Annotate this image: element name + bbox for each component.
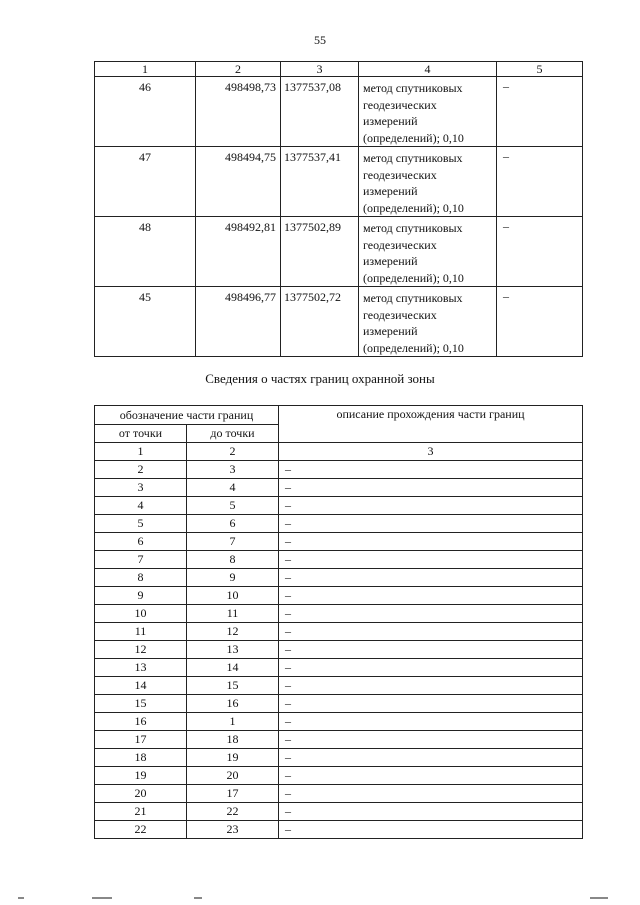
col-number: 3: [279, 443, 583, 461]
table-row: [95, 551, 583, 569]
boundary-parts-table: [94, 405, 583, 839]
table-row: [95, 803, 583, 821]
description-cell: –: [279, 605, 583, 623]
from-point-cell: 6: [95, 533, 187, 551]
table-row: [95, 77, 583, 147]
description-cell: –: [279, 515, 583, 533]
method-line: (определений); 0,10: [363, 270, 464, 285]
point-number-cell: 48: [95, 217, 196, 287]
from-point-cell: 12: [95, 641, 187, 659]
description-cell: –: [279, 695, 583, 713]
table-row: [95, 821, 583, 839]
y-coordinate-cell: 1377537,08: [281, 77, 359, 147]
from-point-cell: 8: [95, 569, 187, 587]
table-row: [95, 641, 583, 659]
table-row: [95, 147, 583, 217]
from-point-cell: 9: [95, 587, 187, 605]
method-line: (определений); 0,10: [363, 130, 464, 145]
col-number: 2: [187, 443, 279, 461]
method-line: измерений: [363, 254, 418, 268]
description-cell: –: [279, 803, 583, 821]
note-cell: –: [497, 147, 583, 217]
parts-header-row: [95, 406, 583, 425]
table-row: [95, 695, 583, 713]
table-row: [95, 533, 583, 551]
to-point-cell: 4: [187, 479, 279, 497]
table-row: [95, 461, 583, 479]
method-cell: [359, 147, 497, 217]
table-row: [95, 677, 583, 695]
from-point-cell: 19: [95, 767, 187, 785]
from-point-cell: 3: [95, 479, 187, 497]
to-point-cell: 15: [187, 677, 279, 695]
description-cell: –: [279, 785, 583, 803]
table-row: [95, 587, 583, 605]
description-cell: –: [279, 623, 583, 641]
method-line: (определений); 0,10: [363, 340, 464, 355]
y-coordinate-cell: 1377537,41: [281, 147, 359, 217]
x-coordinate-cell: 498494,75: [196, 147, 281, 217]
method-line: измерений: [363, 114, 418, 128]
method-line: метод спутниковых: [363, 81, 463, 95]
col-header: 2: [196, 62, 281, 77]
description-cell: –: [279, 551, 583, 569]
table-row: [95, 659, 583, 677]
page-number: 55: [314, 33, 326, 47]
from-point-cell: 20: [95, 785, 187, 803]
to-point-cell: 1: [187, 713, 279, 731]
method-line: измерений: [363, 324, 418, 338]
parts-number-row: [95, 443, 583, 461]
from-point-cell: 14: [95, 677, 187, 695]
method-cell: [359, 287, 497, 357]
method-cell: [359, 217, 497, 287]
parts-caption: Сведения о частях границ охранной зоны: [205, 371, 435, 386]
from-point-cell: 21: [95, 803, 187, 821]
to-point-cell: 3: [187, 461, 279, 479]
description-cell: –: [279, 821, 583, 839]
to-point-cell: 12: [187, 623, 279, 641]
to-point-cell: 17: [187, 785, 279, 803]
to-point-cell: 5: [187, 497, 279, 515]
to-point-cell: 13: [187, 641, 279, 659]
from-point-cell: 15: [95, 695, 187, 713]
method-cell: [359, 77, 497, 147]
to-point-cell: 20: [187, 767, 279, 785]
method-line: геодезических: [363, 307, 437, 322]
to-point-cell: 6: [187, 515, 279, 533]
description-cell: –: [279, 731, 583, 749]
to-point-cell: 11: [187, 605, 279, 623]
description-cell: –: [279, 713, 583, 731]
table-row: [95, 217, 583, 287]
table-row: [95, 569, 583, 587]
col-header: 1: [95, 62, 196, 77]
method-line: метод спутниковых: [363, 221, 463, 235]
table-row: [95, 749, 583, 767]
table-row: [95, 785, 583, 803]
from-point-cell: 13: [95, 659, 187, 677]
y-coordinate-cell: 1377502,72: [281, 287, 359, 357]
from-point-cell: 22: [95, 821, 187, 839]
description-cell: –: [279, 497, 583, 515]
table-row: [95, 497, 583, 515]
x-coordinate-cell: 498496,77: [196, 287, 281, 357]
to-header: до точки: [187, 425, 279, 443]
desc-header: описание прохождения части границ: [279, 406, 583, 443]
to-point-cell: 19: [187, 749, 279, 767]
method-line: измерений: [363, 184, 418, 198]
from-point-cell: 5: [95, 515, 187, 533]
to-point-cell: 18: [187, 731, 279, 749]
table-row: [95, 605, 583, 623]
to-point-cell: 8: [187, 551, 279, 569]
method-line: метод спутниковых: [363, 291, 463, 305]
description-cell: –: [279, 479, 583, 497]
col-header: 3: [281, 62, 359, 77]
to-point-cell: 7: [187, 533, 279, 551]
x-coordinate-cell: 498492,81: [196, 217, 281, 287]
from-point-cell: 11: [95, 623, 187, 641]
method-line: геодезических: [363, 237, 437, 252]
coordinates-table: [94, 61, 583, 357]
from-point-cell: 17: [95, 731, 187, 749]
description-cell: –: [279, 569, 583, 587]
scan-edge-marks: [0, 897, 640, 903]
from-point-cell: 16: [95, 713, 187, 731]
table-row: [95, 767, 583, 785]
note-cell: –: [497, 287, 583, 357]
table-row: [95, 713, 583, 731]
method-line: (определений); 0,10: [363, 200, 464, 215]
note-cell: –: [497, 77, 583, 147]
description-cell: –: [279, 677, 583, 695]
to-point-cell: 16: [187, 695, 279, 713]
to-point-cell: 10: [187, 587, 279, 605]
description-cell: –: [279, 533, 583, 551]
y-coordinate-cell: 1377502,89: [281, 217, 359, 287]
col-number: 1: [95, 443, 187, 461]
method-line: метод спутниковых: [363, 151, 463, 165]
table-row: [95, 515, 583, 533]
to-point-cell: 9: [187, 569, 279, 587]
to-point-cell: 22: [187, 803, 279, 821]
description-cell: –: [279, 461, 583, 479]
from-point-cell: 4: [95, 497, 187, 515]
to-point-cell: 23: [187, 821, 279, 839]
col-header: 5: [497, 62, 583, 77]
description-cell: –: [279, 749, 583, 767]
table-row: [95, 623, 583, 641]
point-number-cell: 46: [95, 77, 196, 147]
method-line: геодезических: [363, 167, 437, 182]
method-line: геодезических: [363, 97, 437, 112]
table-row: [95, 287, 583, 357]
to-point-cell: 14: [187, 659, 279, 677]
table-row: [95, 731, 583, 749]
table-row: [95, 479, 583, 497]
description-cell: –: [279, 767, 583, 785]
description-cell: –: [279, 659, 583, 677]
x-coordinate-cell: 498498,73: [196, 77, 281, 147]
coordinates-header-row: [95, 62, 583, 77]
description-cell: –: [279, 587, 583, 605]
from-point-cell: 10: [95, 605, 187, 623]
from-header: от точки: [95, 425, 187, 443]
point-number-cell: 47: [95, 147, 196, 217]
note-cell: –: [497, 217, 583, 287]
from-point-cell: 18: [95, 749, 187, 767]
col-header: 4: [359, 62, 497, 77]
description-cell: –: [279, 641, 583, 659]
point-number-cell: 45: [95, 287, 196, 357]
from-point-cell: 2: [95, 461, 187, 479]
group-header: обозначение части границ: [95, 406, 279, 425]
from-point-cell: 7: [95, 551, 187, 569]
